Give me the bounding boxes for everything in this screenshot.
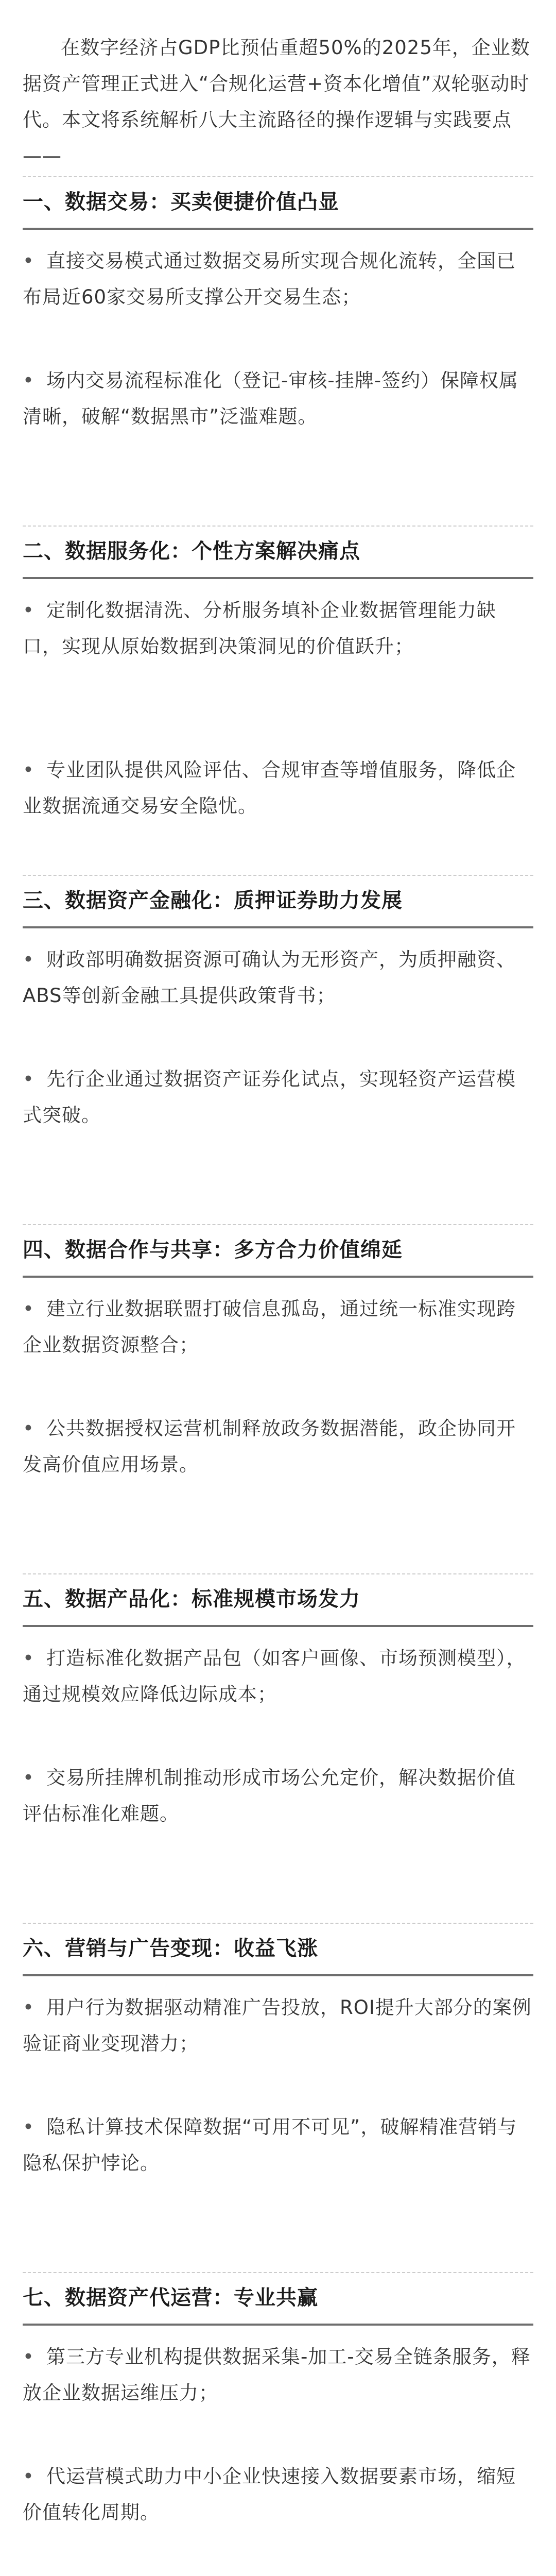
- section-divider: [23, 1573, 533, 1574]
- section-title: 二、数据服务化：个性方案解决痛点: [23, 539, 360, 563]
- section-title: 五、数据产品化：标准规模市场发力: [23, 1587, 360, 1611]
- intro-paragraph: 在数字经济占GDP比预估重超50%的2025年，企业数据资产管理正式进入“合规化运营+资本化增值”双轮驱动时代。本文将系统解析八大主流路径的操作逻辑与实践要点——: [23, 37, 530, 167]
- bullet-dot: •: [23, 1767, 34, 1789]
- section-title: 六、营销与广告变现：收益飞涨: [23, 1937, 318, 1960]
- bullet-item: [23, 2339, 533, 2411]
- bullet-dot: •: [23, 2116, 34, 2138]
- bullet-dot: •: [23, 250, 34, 272]
- section-divider: [23, 1224, 533, 1225]
- bullet-text: 专业团队提供风险评估、合规审查等增值服务，降低企业数据流通交易安全隐忧。: [23, 759, 516, 817]
- bullet-dot: •: [23, 369, 34, 392]
- section-underline: [23, 2324, 533, 2326]
- bullet-text: 定制化数据清洗、分析服务填补企业数据管理能力缺口，实现从原始数据到决策洞见的价值跃升；: [23, 599, 496, 657]
- bullet-dot: •: [23, 1417, 34, 1439]
- bullet-text: 直接交易模式通过数据交易所实现合规化流转，全国已布局近60家交易所支撑公开交易生态；: [23, 250, 516, 308]
- bullet-text: 公共数据授权运营机制释放政务数据潜能，政企协同开发高价值应用场景。: [23, 1417, 516, 1476]
- bullet-item: [23, 1990, 533, 2062]
- bullet-item: [23, 363, 533, 435]
- bullet-dot: •: [23, 1996, 34, 2019]
- section-title: 七、数据资产代运营：专业共赢: [23, 2286, 318, 2310]
- section-divider: [23, 176, 533, 177]
- bullet-item: [23, 752, 533, 824]
- bullet-item: [23, 2109, 533, 2181]
- section-title: 三、数据资产金融化：质押证券助力发展: [23, 889, 403, 912]
- bullet-item: [23, 243, 533, 315]
- bullet-text: 建立行业数据联盟打破信息孤岛，通过统一标准实现跨企业数据资源整合；: [23, 1298, 516, 1356]
- bullet-item: [23, 1291, 533, 1363]
- bullet-dot: •: [23, 1298, 34, 1320]
- bullet-text: 场内交易流程标准化（登记-审核-挂牌-签约）保障权属清晰，破解“数据黑市”泛滥难题。: [23, 369, 519, 428]
- section-underline: [23, 228, 533, 230]
- bullet-item: [23, 1061, 533, 1133]
- bullet-text: 第三方专业机构提供数据采集-加工-交易全链条服务，释放企业数据运维压力；: [23, 2346, 531, 2404]
- bullet-dot: •: [23, 1647, 34, 1669]
- bullet-dot: •: [23, 2346, 34, 2368]
- bullet-dot: •: [23, 2465, 34, 2487]
- section-divider: [23, 526, 533, 527]
- bullet-text: 打造标准化数据产品包（如客户画像、市场预测模型），通过规模效应降低边际成本；: [23, 1647, 526, 1705]
- section-underline: [23, 926, 533, 928]
- section-underline: [23, 1276, 533, 1278]
- bullet-text: 用户行为数据驱动精准广告投放，ROI提升大部分的案例验证商业变现潜力；: [23, 1996, 532, 2055]
- bullet-item: [23, 1411, 533, 1483]
- bullet-text: 交易所挂牌机制推动形成市场公允定价，解决数据价值评估标准化难题。: [23, 1767, 516, 1825]
- bullet-item: [23, 942, 533, 1014]
- bullet-text: 先行企业通过数据资产证券化试点，实现轻资产运营模式突破。: [23, 1068, 516, 1126]
- bullet-item: [23, 592, 533, 665]
- section-underline: [23, 1974, 533, 1976]
- bullet-text: 代运营模式助力中小企业快速接入数据要素市场，缩短价值转化周期。: [23, 2465, 516, 2523]
- bullet-dot: •: [23, 599, 34, 621]
- section-divider: [23, 2272, 533, 2273]
- section-title: 四、数据合作与共享：多方合力价值绵延: [23, 1238, 403, 1262]
- bullet-item: [23, 1640, 533, 1713]
- bullet-item: [23, 1760, 533, 1832]
- section-underline: [23, 1625, 533, 1627]
- bullet-dot: •: [23, 1068, 34, 1090]
- section-underline: [23, 577, 533, 579]
- section-divider: [23, 1923, 533, 1924]
- section-divider: [23, 875, 533, 876]
- bullet-text: 财政部明确数据资源可确认为无形资产，为质押融资、ABS等创新金融工具提供政策背书；: [23, 948, 516, 1007]
- section-title: 一、数据交易：买卖便捷价值凸显: [23, 190, 339, 214]
- bullet-text: 隐私计算技术保障数据“可用不可见”，破解精准营销与隐私保护悖论。: [23, 2116, 517, 2174]
- bullet-item: [23, 2459, 533, 2531]
- bullet-dot: •: [23, 759, 34, 781]
- bullet-dot: •: [23, 948, 34, 971]
